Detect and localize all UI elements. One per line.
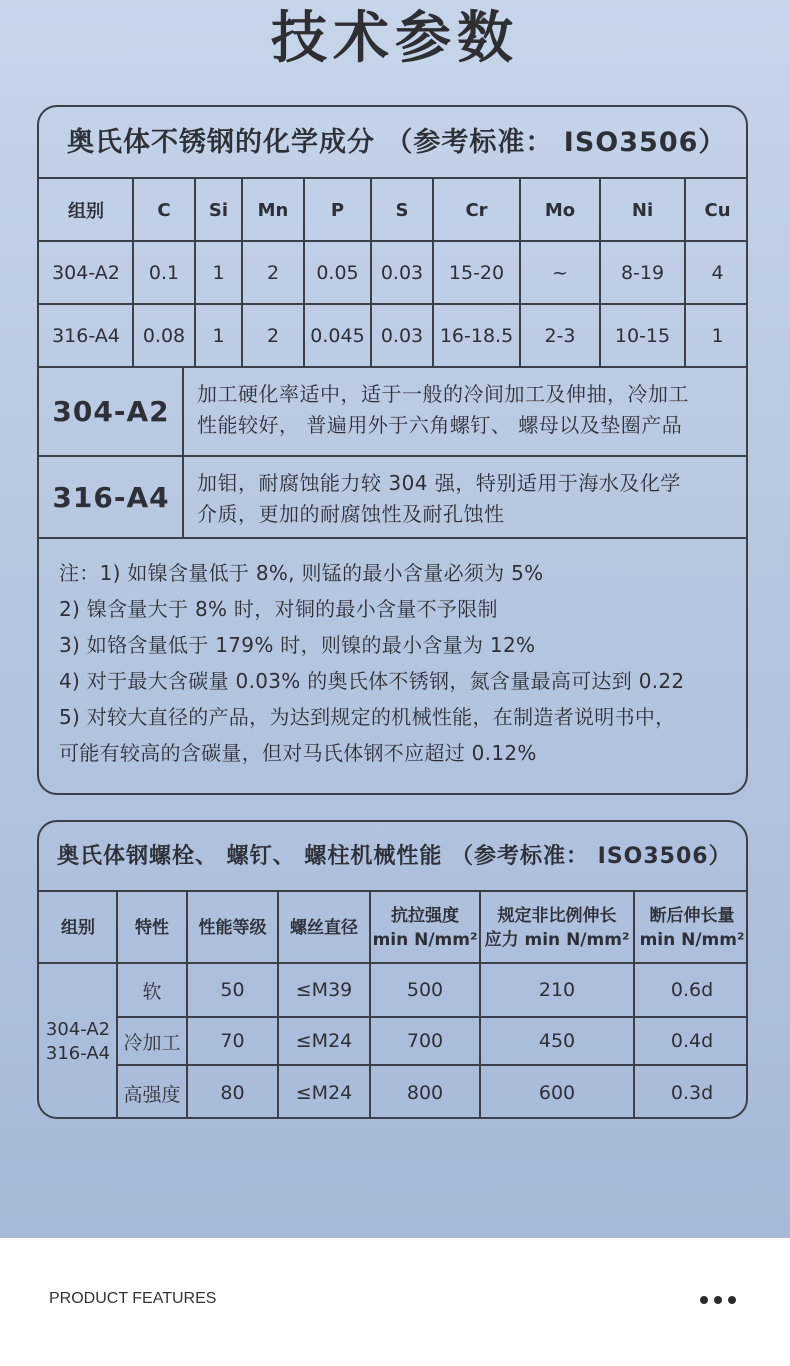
mech-data-cell: 700 <box>406 1030 444 1052</box>
description-divider <box>39 537 746 539</box>
mech-header-cell: 规定非比例伸长 应力 min N/mm² <box>484 905 630 950</box>
note-line: 注：1) 如镍含量低于 8%, 则锰的最小含量必须为 5% <box>59 561 544 585</box>
chem-header-cell: Ni <box>631 199 654 221</box>
mech-data-cell: 450 <box>538 1030 576 1052</box>
chemical-composition-card <box>37 105 748 795</box>
chem-data-cell: 4 <box>711 261 724 284</box>
product-features-label: PRODUCT FEATURES <box>49 1290 217 1307</box>
chem-data-cell: 15-20 <box>448 261 505 284</box>
chem-data-cell: 316-A4 <box>52 324 120 347</box>
mech-header-cell: 组别 <box>61 917 95 938</box>
chem-data-cell: 0.08 <box>142 324 186 347</box>
group-grade: 304-A2 <box>45 1019 111 1040</box>
mech-data-cell: ≤M24 <box>295 1082 353 1104</box>
note-line: 4) 对于最大含碳量 0.03% 的奥氏体不锈钢，氮含量最高可达到 0.22 <box>59 669 685 693</box>
description-text <box>197 379 747 441</box>
mech-data-cell: 800 <box>406 1082 444 1104</box>
description-line: 介质，更加的耐腐蚀性及耐孔蚀性 <box>197 502 505 526</box>
more-dots-icon[interactable] <box>700 1296 736 1306</box>
chem-data-cell: 16-18.5 <box>439 324 514 347</box>
chem-data-cell: 0.045 <box>310 324 365 347</box>
mech-data-cell: ≤M39 <box>295 979 353 1001</box>
chem-data-cell: 1 <box>711 324 724 347</box>
mech-header-cell: 特性 <box>135 917 169 938</box>
chem-data-cell: 1 <box>212 261 225 284</box>
chem-data-cell: 304-A2 <box>52 261 120 284</box>
chem-data-cell: 2 <box>266 324 280 347</box>
dot <box>728 1296 736 1304</box>
group-grade: 316-A4 <box>45 1043 111 1064</box>
chem-header-cell: 组别 <box>68 201 104 222</box>
mech-data-cell: 80 <box>220 1082 245 1104</box>
mechanical-properties-card <box>37 820 748 1119</box>
chem-data-cell: 0.03 <box>380 324 424 347</box>
chem-header-cell: S <box>395 199 409 221</box>
mech-data-cell: 高强度 <box>123 1083 181 1106</box>
mech-table-title: 奥氏体钢螺栓、 螺钉、 螺柱机械性能 （参考标准： ISO3506） <box>39 822 746 892</box>
chem-data-cell: 0.05 <box>316 261 359 284</box>
mech-header-cell: 螺丝直径 <box>290 917 358 938</box>
chem-data-cell: 0.03 <box>380 261 424 284</box>
note-line: 5) 对较大直径的产品，为达到规定的机械性能，在制造者说明书中， <box>59 705 676 729</box>
chem-header-cell: Mo <box>544 199 576 221</box>
note-line: 可能有较高的含碳量，但对马氏体钢不应超过 0.12% <box>59 741 537 765</box>
dot <box>714 1296 722 1304</box>
footer-bar <box>0 1238 790 1366</box>
mech-data-cell: 冷加工 <box>123 1031 181 1054</box>
description-line: 性能较好， 普遍用外于六角螺钉、 螺母以及垫圈产品 <box>197 413 683 437</box>
description-line: 加钼，耐腐蚀能力较 304 强，特别适用于海水及化学 <box>197 471 681 495</box>
mech-data-cell: 0.3d <box>670 1082 714 1104</box>
description-text <box>197 468 747 530</box>
chem-data-cell: 2-3 <box>544 324 576 347</box>
mech-group-cell <box>39 963 117 1119</box>
mech-data-cell: 500 <box>406 979 444 1001</box>
chem-header-cell: Si <box>208 199 229 221</box>
mech-header-cell: 断后伸长量 min N/mm² <box>639 905 745 950</box>
chem-data-cell: 0.1 <box>148 261 180 284</box>
chem-data-cell: 2 <box>266 261 280 284</box>
description-grade: 316-A4 <box>52 480 170 514</box>
mech-data-cell: 600 <box>538 1082 576 1104</box>
chem-data-cell: 8-19 <box>620 261 665 284</box>
note-line: 2) 镍含量大于 8% 时，对铜的最小含量不予限制 <box>59 597 498 621</box>
chem-header-cell: P <box>330 199 345 221</box>
description-grade: 304-A2 <box>52 395 170 428</box>
mech-header-cell: 抗拉强度 min N/mm² <box>372 905 478 950</box>
description-line: 加工硬化率适中，适于一般的冷间加工及伸抽，冷加工 <box>197 382 689 406</box>
mech-data-cell: 0.6d <box>670 979 714 1001</box>
chem-data-cell: 10-15 <box>614 324 671 347</box>
mech-data-cell: ≤M24 <box>295 1030 353 1052</box>
mech-data-cell: 70 <box>220 1030 245 1052</box>
chem-header-cell: C <box>157 199 171 221</box>
mech-data-cell: 软 <box>142 980 162 1003</box>
chem-header-cell: Cr <box>465 199 488 221</box>
dot <box>700 1296 708 1304</box>
notes-block <box>59 555 739 771</box>
chem-data-cell: 1 <box>212 324 225 347</box>
mech-data-cell: 0.4d <box>670 1030 714 1052</box>
chem-header-cell: Cu <box>704 199 731 221</box>
note-line: 3) 如铬含量低于 179% 时，则镍的最小含量为 12% <box>59 633 536 657</box>
description-col-divider <box>182 367 184 538</box>
chem-data-cell: ~ <box>552 261 568 284</box>
chem-header-cell: Mn <box>257 199 289 221</box>
chem-table-title: 奥氏体不锈钢的化学成分 （参考标准： ISO3506） <box>39 107 746 179</box>
mech-header-cell: 性能等级 <box>198 917 267 938</box>
mech-data-cell: 210 <box>538 979 576 1001</box>
mech-data-cell: 50 <box>220 979 245 1001</box>
page-title: 技术参数 <box>271 6 519 71</box>
